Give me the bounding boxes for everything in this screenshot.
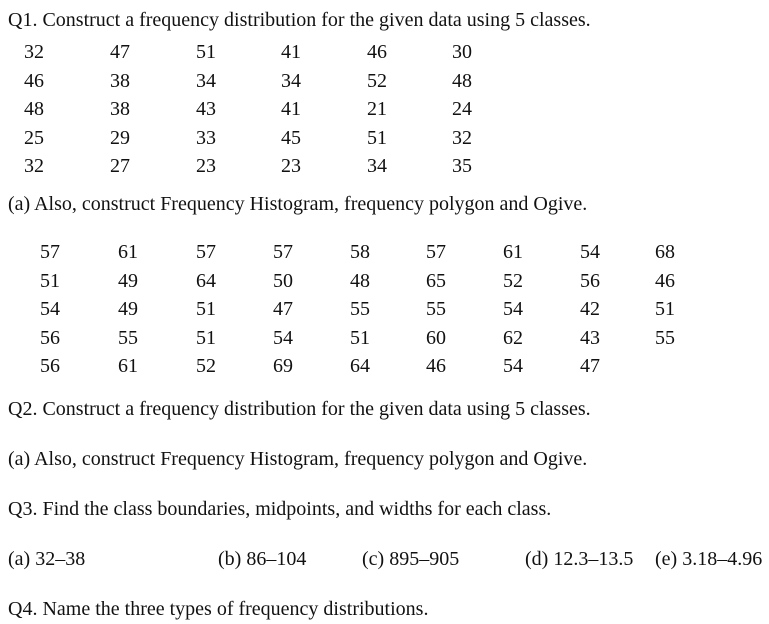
data-cell: 51 — [196, 326, 216, 349]
q4-title: Q4. Name the three types of frequency distributions. — [8, 598, 429, 620]
data-cell: 29 — [110, 126, 130, 149]
data-cell: 55 — [426, 298, 446, 320]
data-cell: 23 — [281, 155, 301, 177]
data-cell: 23 — [196, 155, 216, 177]
data-cell: 64 — [350, 355, 370, 377]
data-cell: 33 — [196, 126, 216, 149]
data-cell: 65 — [426, 269, 446, 292]
data-cell: 34 — [281, 69, 301, 92]
data-cell: 52 — [196, 355, 216, 377]
q3-option-a: (a) 32–38 — [8, 548, 86, 570]
data-cell: 56 — [40, 326, 60, 349]
data-cell: 41 — [281, 98, 301, 120]
data-cell: 43 — [196, 98, 216, 120]
q3-option-c: (c) 895–905 — [362, 548, 460, 570]
q3-option-e: (e) 3.18–4.96 — [655, 548, 763, 570]
data-cell: 55 — [655, 326, 675, 349]
data-cell: 32 — [24, 41, 44, 63]
data-cell: 61 — [118, 241, 138, 263]
data-cell: 47 — [580, 355, 600, 377]
q3-option-b: (b) 86–104 — [218, 548, 307, 570]
data-cell: 68 — [655, 241, 675, 263]
q3-option-d: (d) 12.3–13.5 — [525, 548, 634, 570]
data-cell: 54 — [503, 298, 523, 320]
data-cell: 56 — [580, 269, 600, 292]
data-cell: 54 — [503, 355, 523, 377]
data-cell: 45 — [281, 126, 301, 149]
data-cell: 49 — [118, 269, 138, 292]
data-cell: 57 — [40, 241, 60, 263]
data-cell: 46 — [367, 41, 387, 63]
data-cell: 54 — [273, 326, 293, 349]
q3-title: Q3. Find the class boundaries, midpoints, and widths for each class. — [8, 498, 552, 520]
data-cell: 50 — [273, 269, 293, 292]
data-cell: 49 — [118, 298, 138, 320]
data-cell: 60 — [426, 326, 446, 349]
data-cell: 43 — [580, 326, 600, 349]
data-cell: 62 — [503, 326, 523, 349]
q2-title: Q2. Construct a frequency distribution for the given data using 5 classes. — [8, 398, 591, 420]
data-cell: 51 — [40, 269, 60, 292]
data-cell: 51 — [367, 126, 387, 149]
data-cell: 41 — [281, 41, 301, 63]
data-cell: 56 — [40, 355, 60, 377]
data-cell: 46 — [426, 355, 446, 377]
data-cell: 46 — [24, 69, 44, 92]
data-cell: 55 — [118, 326, 138, 349]
data-cell: 24 — [452, 98, 472, 120]
data-cell: 34 — [196, 69, 216, 92]
data-cell: 61 — [503, 241, 523, 263]
data-cell: 58 — [350, 241, 370, 263]
data-cell: 69 — [273, 355, 293, 377]
data-cell: 51 — [196, 298, 216, 320]
data-cell: 47 — [273, 298, 293, 320]
data-cell: 52 — [503, 269, 523, 292]
data-cell: 35 — [452, 155, 472, 177]
data-cell: 55 — [350, 298, 370, 320]
data-cell: 51 — [350, 326, 370, 349]
data-cell: 27 — [110, 155, 130, 177]
data-cell: 32 — [24, 155, 44, 177]
q2-part-a: (a) Also, construct Frequency Histogram, frequency polygon and Ogive. — [8, 448, 588, 470]
q1-part-a: (a) Also, construct Frequency Histogram, frequency polygon and Ogive. — [8, 193, 588, 215]
data-cell: 34 — [367, 155, 387, 177]
data-cell: 38 — [110, 98, 130, 120]
data-cell: 48 — [24, 98, 44, 120]
data-cell: 57 — [273, 241, 293, 263]
data-cell: 46 — [655, 269, 675, 292]
data-cell: 51 — [655, 298, 675, 320]
data-cell: 54 — [40, 298, 60, 320]
data-cell: 52 — [367, 69, 387, 92]
data-cell: 21 — [367, 98, 387, 120]
data-cell: 48 — [452, 69, 472, 92]
data-cell: 57 — [196, 241, 216, 263]
data-cell: 47 — [110, 41, 130, 63]
data-cell: 64 — [196, 269, 216, 292]
data-cell: 61 — [118, 355, 138, 377]
data-cell: 42 — [580, 298, 600, 320]
data-cell: 30 — [452, 41, 472, 63]
data-cell: 57 — [426, 241, 446, 263]
data-cell: 32 — [452, 126, 472, 149]
data-cell: 51 — [196, 41, 216, 63]
data-cell: 54 — [580, 241, 600, 263]
data-cell: 38 — [110, 69, 130, 92]
data-cell: 48 — [350, 269, 370, 292]
data-cell: 25 — [24, 126, 44, 149]
q1-title: Q1. Construct a frequency distribution for the given data using 5 classes. — [8, 9, 591, 31]
